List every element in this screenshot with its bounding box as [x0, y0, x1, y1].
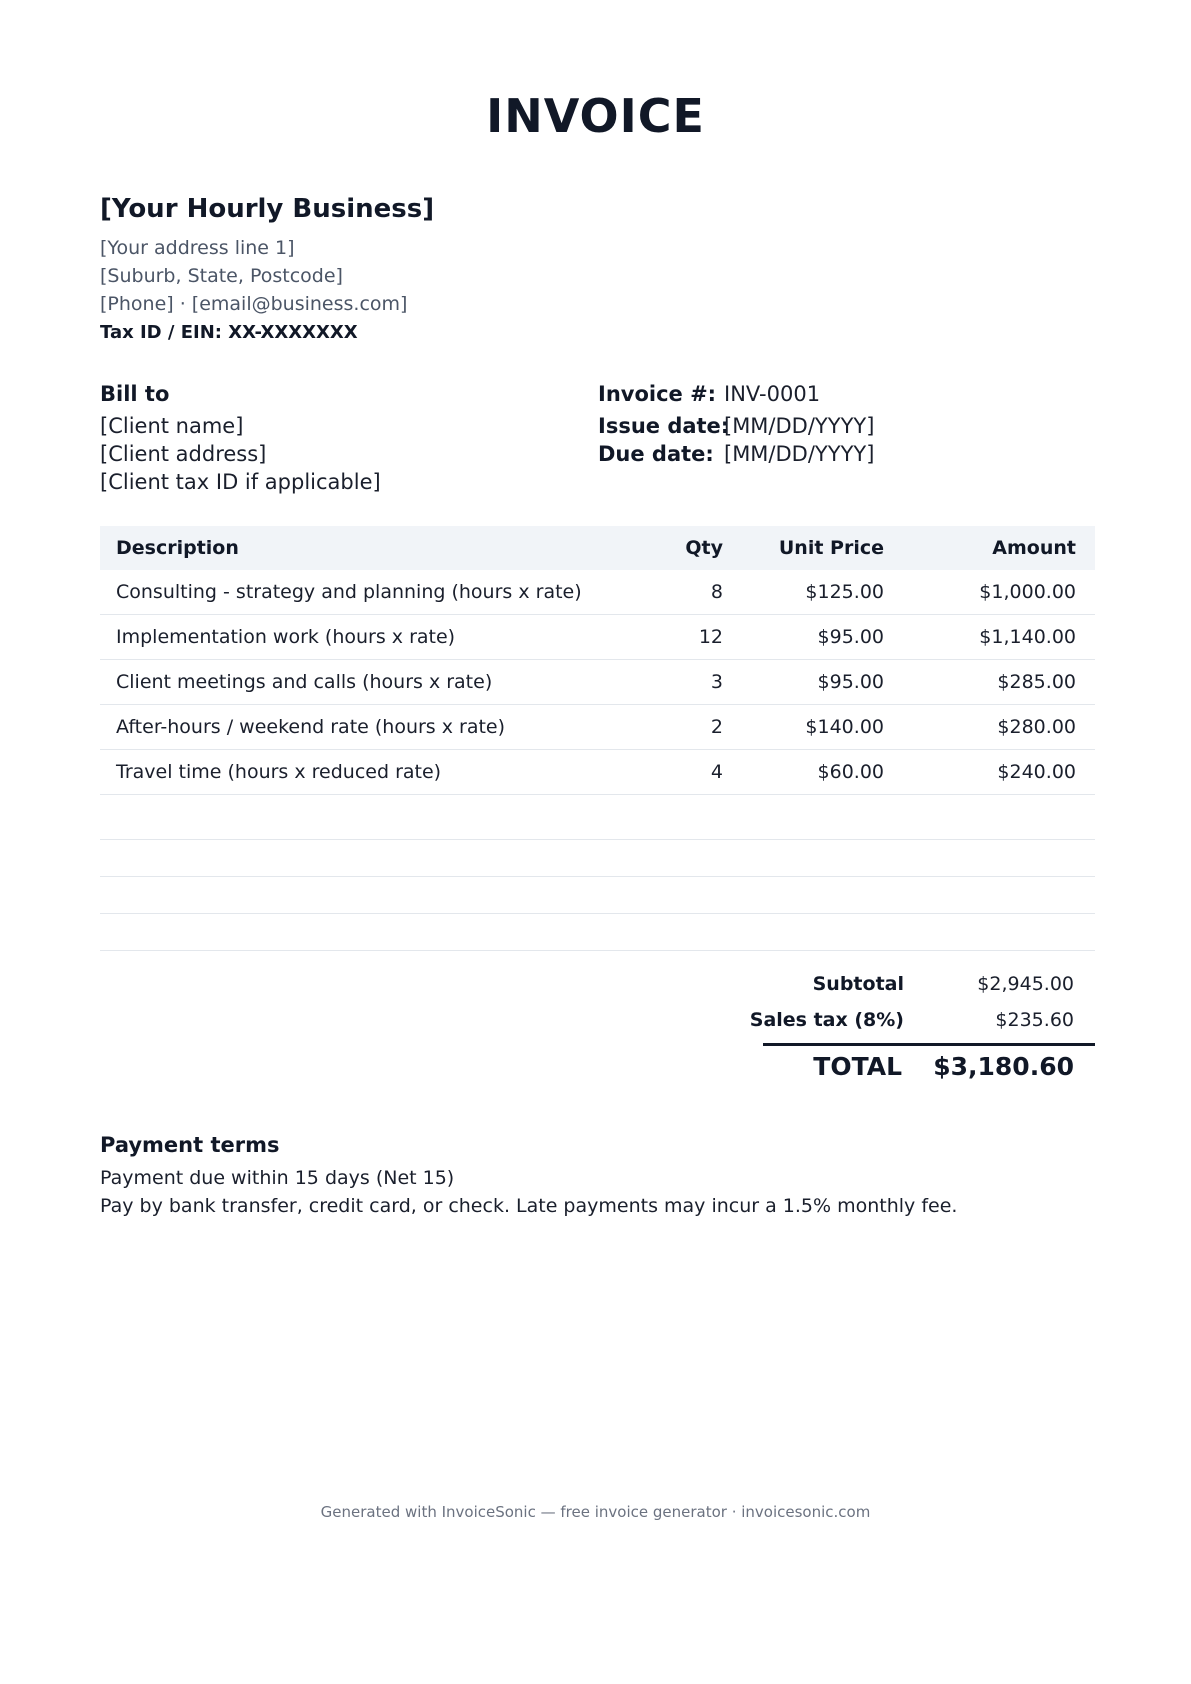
- row-unit-price: $60.00: [817, 761, 884, 783]
- business-address-line1: [Your address line 1]: [100, 237, 295, 259]
- total-value: $3,180.60: [933, 1052, 1074, 1081]
- row-unit-price: $95.00: [817, 626, 884, 648]
- row-qty: 8: [710, 581, 723, 603]
- table-row: [100, 660, 1095, 705]
- row-unit-price: $95.00: [817, 671, 884, 693]
- row-amount: $285.00: [997, 671, 1076, 693]
- invoice-number-label: Invoice #:: [598, 382, 717, 406]
- payment-terms-line2: Pay by bank transfer, credit card, or check. Late payments may incur a 1.5% monthly fee.: [100, 1195, 958, 1217]
- table-row: [100, 615, 1095, 660]
- payment-terms-line1: Payment due within 15 days (Net 15): [100, 1167, 455, 1189]
- table-header: [100, 526, 1095, 570]
- totals-divider: [763, 1043, 1095, 1046]
- table-row: [100, 750, 1095, 795]
- issue-date-value: [MM/DD/YYYY]: [724, 414, 875, 438]
- payment-terms-heading: Payment terms: [100, 1133, 280, 1157]
- row-qty: 12: [698, 626, 723, 648]
- header-description: Description: [116, 537, 239, 559]
- client-address: [Client address]: [100, 442, 267, 466]
- table-row: [100, 570, 1095, 615]
- empty-row: [100, 840, 1095, 877]
- row-qty: 2: [710, 716, 723, 738]
- row-amount: $1,140.00: [979, 626, 1076, 648]
- sales-tax-label: Sales tax (8%): [749, 1009, 904, 1031]
- row-description: Consulting - strategy and planning (hours x rate): [116, 581, 582, 603]
- header-unit-price: Unit Price: [778, 537, 884, 559]
- client-tax-id: [Client tax ID if applicable]: [100, 470, 381, 494]
- sales-tax-value: $235.60: [995, 1009, 1074, 1031]
- row-amount: $1,000.00: [979, 581, 1076, 603]
- business-contact: [Phone] · [email@business.com]: [100, 293, 408, 315]
- footer-credit: Generated with InvoiceSonic — free invoice generator · invoicesonic.com: [320, 1503, 871, 1521]
- subtotal-value: $2,945.00: [977, 973, 1074, 995]
- invoice-title: INVOICE: [486, 89, 705, 143]
- row-amount: $240.00: [997, 761, 1076, 783]
- empty-row: [100, 914, 1095, 951]
- row-unit-price: $140.00: [805, 716, 884, 738]
- empty-row: [100, 795, 1095, 840]
- row-description: Implementation work (hours x rate): [116, 626, 456, 648]
- total-label: TOTAL: [813, 1052, 902, 1081]
- row-qty: 4: [710, 761, 723, 783]
- header-qty: Qty: [685, 537, 723, 559]
- invoice-number-value: INV-0001: [724, 382, 821, 406]
- issue-date-label: Issue date:: [598, 414, 730, 438]
- business-name: [Your Hourly Business]: [100, 194, 435, 224]
- due-date-label: Due date:: [598, 442, 714, 466]
- business-tax-id: Tax ID / EIN: XX-XXXXXXX: [100, 322, 358, 343]
- row-description: Client meetings and calls (hours x rate): [116, 671, 493, 693]
- row-unit-price: $125.00: [805, 581, 884, 603]
- empty-row: [100, 877, 1095, 914]
- subtotal-label: Subtotal: [812, 973, 904, 995]
- row-description: After-hours / weekend rate (hours x rate): [116, 716, 506, 738]
- row-description: Travel time (hours x reduced rate): [116, 761, 442, 783]
- row-amount: $280.00: [997, 716, 1076, 738]
- table-row: [100, 705, 1095, 750]
- due-date-value: [MM/DD/YYYY]: [724, 442, 875, 466]
- business-address-line2: [Suburb, State, Postcode]: [100, 265, 343, 287]
- header-amount: Amount: [992, 537, 1076, 559]
- bill-to-heading: Bill to: [100, 382, 170, 406]
- row-qty: 3: [710, 671, 723, 693]
- line-items-table: [100, 526, 1095, 951]
- client-name: [Client name]: [100, 414, 244, 438]
